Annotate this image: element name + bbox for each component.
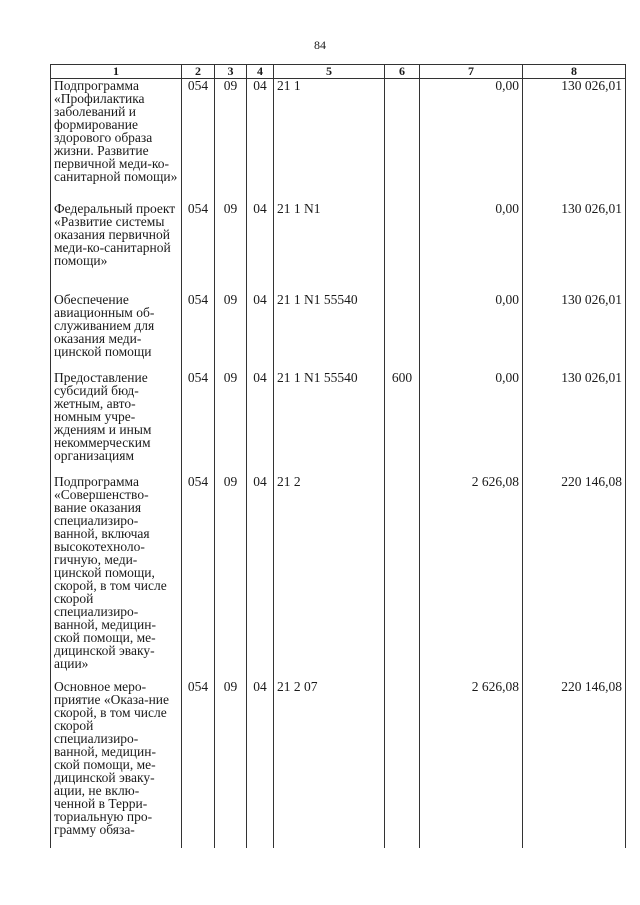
amount-col8: 130 026,01 (523, 79, 626, 203)
col-header: 8 (523, 65, 626, 79)
table-row (51, 202, 626, 293)
section-code: 09 (215, 293, 247, 371)
subsection-code: 04 (247, 680, 274, 848)
page-number: 84 (314, 38, 326, 52)
row-name: Основное меро-приятие «Оказа-ние скорой, в том числе скорой специализиро-ванной, медицин-ской помощи, ме-дицинской эваку-ации, не вклю-ченной в Терри-ториальную про-грамму обяза- (51, 680, 182, 848)
target-article-code: 21 1 N1 (274, 202, 385, 293)
grbs-code: 054 (182, 79, 215, 203)
expense-type-code (385, 293, 420, 371)
target-article-code: 21 2 07 (274, 680, 385, 848)
table-row (51, 371, 626, 475)
grbs-code: 054 (182, 202, 215, 293)
amount-col7: 2 626,08 (420, 680, 523, 848)
amount-col8: 130 026,01 (523, 371, 626, 475)
col-header: 3 (215, 65, 247, 79)
subsection-code: 04 (247, 475, 274, 679)
target-article-code: 21 2 (274, 475, 385, 679)
amount-col8: 220 146,08 (523, 475, 626, 679)
col-header: 4 (247, 65, 274, 79)
expense-type-code (385, 475, 420, 679)
grbs-code: 054 (182, 680, 215, 848)
col-header: 7 (420, 65, 523, 79)
col-header: 1 (51, 65, 182, 79)
row-name: Федеральный проект «Развитие системы оказания первичной меди-ко-санитарной помощи» (51, 202, 182, 293)
amount-col7: 0,00 (420, 293, 523, 371)
amount-col8: 220 146,08 (523, 680, 626, 848)
subsection-code: 04 (247, 202, 274, 293)
row-name: Подпрограмма «Совершенство-вание оказания специализиро-ванной, включая высокотехноло-гичную, меди-цинской помощи, скорой, в том числе скорой специализиро-ванной, медицин-ской помощи, ме-дицинской эваку-ации» (51, 475, 182, 679)
table-row (51, 79, 626, 203)
col-header: 6 (385, 65, 420, 79)
section-code: 09 (215, 680, 247, 848)
section-code: 09 (215, 371, 247, 475)
col-header: 2 (182, 65, 215, 79)
subsection-code: 04 (247, 371, 274, 475)
section-code: 09 (215, 79, 247, 203)
row-name: Подпрограмма «Профилактика заболеваний и формирование здорового образа жизни. Развитие первичной меди-ко-санитарной помощи» (51, 79, 182, 203)
table-row (51, 680, 626, 848)
subsection-code: 04 (247, 293, 274, 371)
col-header: 5 (274, 65, 385, 79)
target-article-code: 21 1 (274, 79, 385, 203)
target-article-code: 21 1 N1 55540 (274, 371, 385, 475)
amount-col8: 130 026,01 (523, 293, 626, 371)
expense-type-code (385, 680, 420, 848)
expense-type-code (385, 79, 420, 203)
amount-col7: 0,00 (420, 79, 523, 203)
subsection-code: 04 (247, 79, 274, 203)
section-code: 09 (215, 475, 247, 679)
amount-col7: 2 626,08 (420, 475, 523, 679)
table-row (51, 475, 626, 679)
target-article-code: 21 1 N1 55540 (274, 293, 385, 371)
expense-type-code: 600 (385, 371, 420, 475)
grbs-code: 054 (182, 293, 215, 371)
section-code: 09 (215, 202, 247, 293)
amount-col8: 130 026,01 (523, 202, 626, 293)
budget-table (50, 64, 626, 848)
expense-type-code (385, 202, 420, 293)
amount-col7: 0,00 (420, 202, 523, 293)
grbs-code: 054 (182, 475, 215, 679)
grbs-code: 054 (182, 371, 215, 475)
row-name: Обеспечение авиационным об-служиванием для оказания меди-цинской помощи (51, 293, 182, 371)
row-name: Предоставление субсидий бюд-жетным, авто-номным учре-ждениям и иным некоммерческим организациям (51, 371, 182, 475)
table-header-row (51, 65, 626, 79)
table-row (51, 293, 626, 371)
amount-col7: 0,00 (420, 371, 523, 475)
